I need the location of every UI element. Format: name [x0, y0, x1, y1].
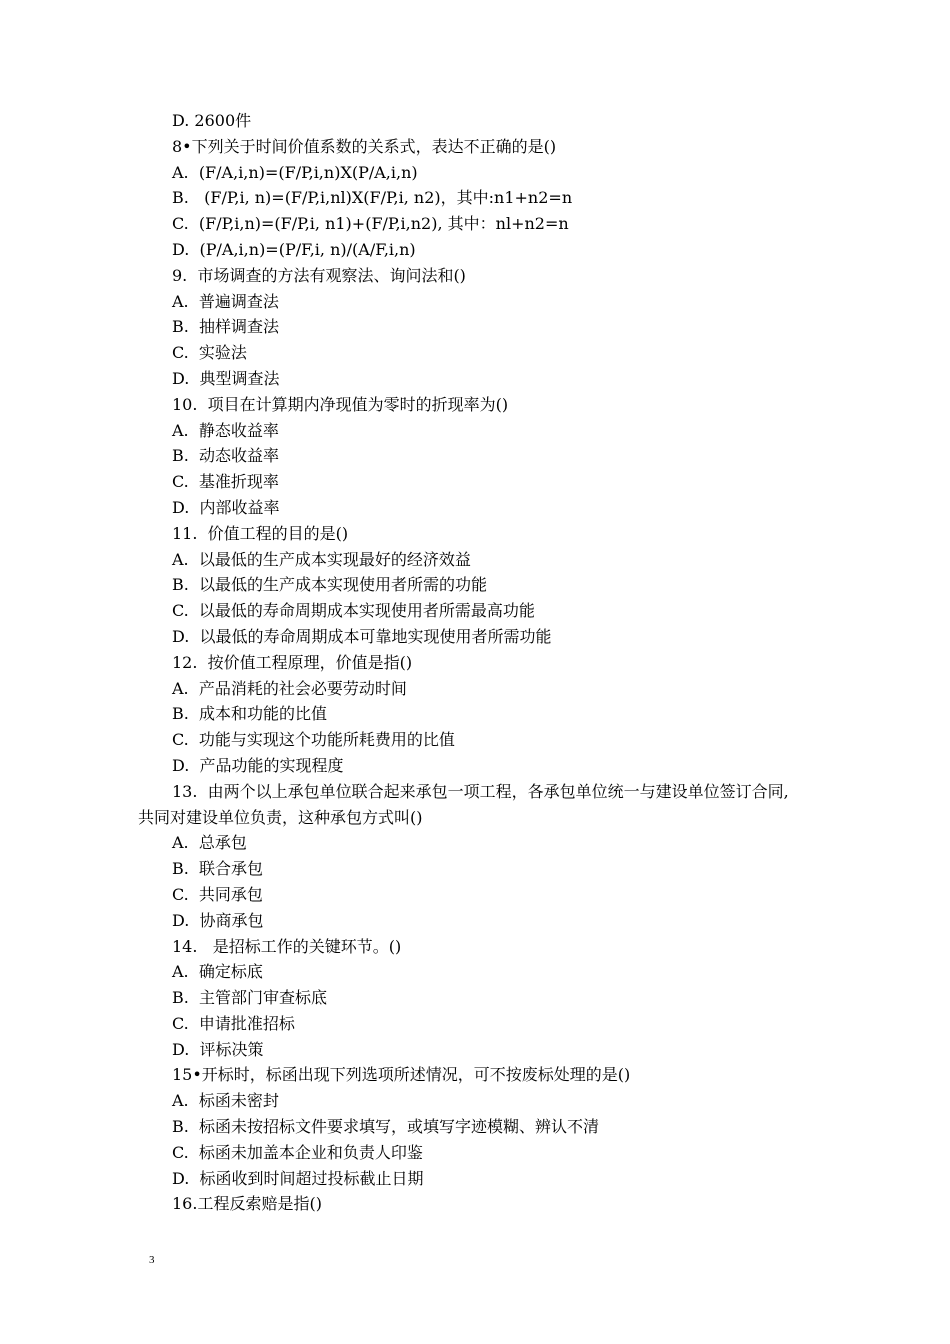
- option-b-q11: B. 以最低的生产成本实现使用者所需的功能: [172, 575, 488, 595]
- option-a-q12: A. 产品消耗的社会必要劳动时间: [172, 678, 407, 698]
- question-14: 14. 是招标工作的关键环节。(): [172, 936, 402, 956]
- option-a-q13: A. 总承包: [172, 833, 247, 853]
- option-d-q8: D. (P/A,i,n)=(P/F,i, n)/(A/F,i,n): [172, 239, 416, 259]
- option-a-q10: A. 静态收益率: [172, 420, 279, 440]
- option-d-q15: D. 标函收到时间超过投标截止日期: [172, 1168, 424, 1188]
- option-b-q8: B. (F/P,i, n)=(F/P,i,nl)X(F/P,i, n2)，其中:n1+n2=n: [172, 188, 573, 208]
- option-b-q10: B. 动态收益率: [172, 446, 280, 466]
- option-b-q13: B. 联合承包: [172, 859, 264, 879]
- option-a-q15: A. 标函未密封: [172, 1091, 279, 1111]
- document-body: [0, 108, 950, 1217]
- option-b-q9: B. 抽样调查法: [172, 317, 280, 337]
- option-d-q12: D. 产品功能的实现程度: [172, 755, 344, 775]
- option-a-q8: A. (F/A,i,n)=(F/P,i,n)X(P/A,i,n): [172, 162, 418, 182]
- page-number: 3: [149, 1254, 155, 1266]
- option-a-q14: A. 确定标底: [172, 962, 263, 982]
- option-d-q11: D. 以最低的寿命周期成本可靠地实现使用者所需功能: [172, 626, 552, 646]
- question-16: 16.工程反索赔是指(): [172, 1194, 322, 1214]
- option-d-q10: D. 内部收益率: [172, 497, 280, 517]
- option-c-q13: C. 共同承包: [172, 884, 263, 904]
- option-d-q9: D. 典型调查法: [172, 368, 280, 388]
- option-b-q15: B. 标函未按招标文件要求填写，或填写字迹模糊、辨认不清: [172, 1117, 600, 1137]
- option-b-q14: B. 主管部门审查标底: [172, 988, 328, 1008]
- option-c-q10: C. 基准折现率: [172, 472, 279, 492]
- option-b-q12: B. 成本和功能的比值: [172, 704, 328, 724]
- question-13: 13. 由两个以上承包单位联合起来承包一项工程，各承包单位统一与建设单位签订合同,: [172, 781, 789, 801]
- option-c-q14: C. 申请批准招标: [172, 1013, 295, 1033]
- question-12: 12. 按价值工程原理，价值是指(): [172, 652, 413, 672]
- option-c-q12: C. 功能与实现这个功能所耗费用的比值: [172, 730, 455, 750]
- option-d-q14: D. 评标决策: [172, 1039, 264, 1059]
- question-15: 15•开标时，标函出现下列选项所述情况，可不按废标处理的是(): [172, 1065, 631, 1085]
- question-8: 8•下列关于时间价值系数的关系式，表达不正确的是(): [172, 136, 557, 156]
- option-c-q9: C. 实验法: [172, 343, 247, 363]
- option-c-q8: C. (F/P,i,n)=(F/P,i, n1)+(F/P,i,n2), 其中：nl+n2=n: [172, 214, 569, 234]
- option-a-q11: A. 以最低的生产成本实现最好的经济效益: [172, 549, 471, 569]
- option-d-q13: D. 协商承包: [172, 910, 264, 930]
- question-10: 10. 项目在计算期内净现值为零时的折现率为(): [172, 394, 509, 414]
- question-11: 11. 价值工程的目的是(): [172, 523, 349, 543]
- option-c-q15: C. 标函未加盖本企业和负责人印鉴: [172, 1142, 423, 1162]
- option-c-q11: C. 以最低的寿命周期成本实现使用者所需最高功能: [172, 601, 535, 621]
- option-d-q7: D. 2600件: [172, 111, 252, 130]
- question-9: 9. 市场调查的方法有观察法、询问法和(): [172, 265, 466, 285]
- option-a-q9: A. 普遍调查法: [172, 291, 279, 311]
- question-13-continuation: 共同对建设单位负责，这种承包方式叫(): [138, 807, 423, 827]
